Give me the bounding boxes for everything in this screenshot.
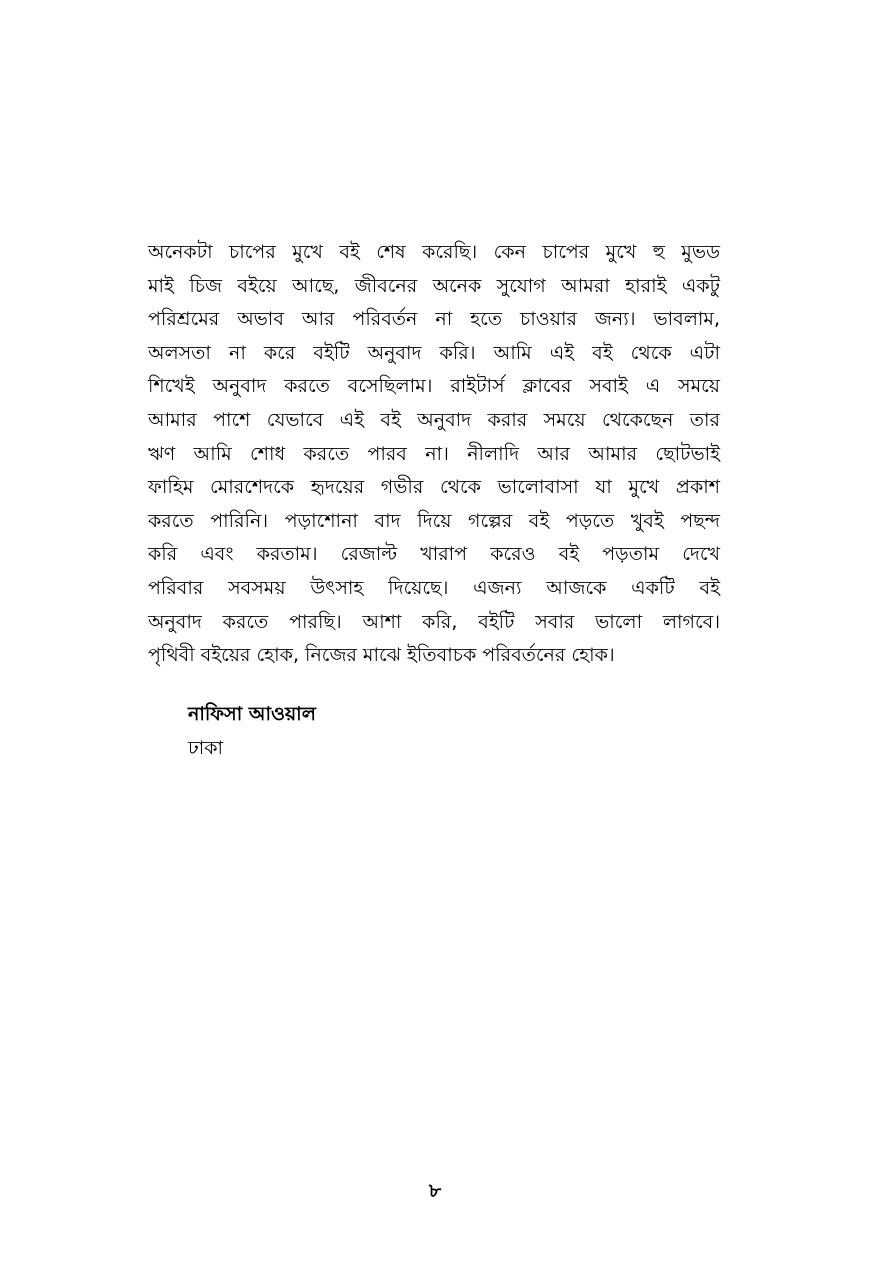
author-location: ঢাকা	[188, 737, 224, 759]
signature-block	[188, 697, 316, 765]
paragraph-line: আমার পাশে যেভাবে এই বই অনুবাদ করার সময়ে থেকেছেন তার	[148, 408, 720, 431]
paragraph-line: অনেকটা চাপের মুখে বই শেষ করেছি। কেন চাপের মুখে হু মুভড	[148, 241, 720, 263]
paragraph-line: অনুবাদ করতে পারছি। আশা করি, বইটি সবার ভালো লাগবে।	[148, 610, 720, 633]
paragraph-line: ঋণ আমি শোধ করতে পারব না। নীলাদি আর আমার ছোটভাই	[148, 442, 720, 465]
page-number: ৮	[428, 1180, 442, 1202]
paragraph-line: ফাহিম মোরশেদকে হৃদয়ের গভীর থেকে ভালোবাসা যা মুখে প্রকাশ	[148, 476, 720, 499]
paragraph-line: পরিবার সবসময় উৎসাহ দিয়েছে। এজন্য আজকে একটি বই	[148, 576, 720, 599]
paragraph-line: করি এবং করতাম। রেজাল্ট খারাপ করেও বই পড়তাম দেখে	[148, 543, 720, 566]
author-name: নাফিসা আওয়াল	[188, 703, 316, 725]
paragraph-line: অলসতা না করে বইটি অনুবাদ করি। আমি এই বই থেকে এটা	[148, 341, 720, 364]
body-paragraph	[148, 236, 720, 673]
paragraph-line: পৃথিবী বইয়ের হোক, নিজের মাঝে ইতিবাচক পরিবর্তনের হোক।	[148, 644, 615, 667]
paragraph-line: মাই চিজ বইয়ে আছে, জীবনের অনেক সুযোগ আমরা হারাই একটু	[148, 274, 720, 297]
paragraph-line: করতে পারিনি। পড়াশোনা বাদ দিয়ে গল্পের বই পড়তে খুবই পছন্দ	[148, 509, 720, 532]
paragraph-line: পরিশ্রমের অভাব আর পরিবর্তন না হতে চাওয়ার জন্য। ভাবলাম,	[148, 308, 720, 331]
paragraph-line: শিখেই অনুবাদ করতে বসেছিলাম। রাইটার্স ক্লাবের সবাই এ সময়ে	[148, 375, 720, 398]
